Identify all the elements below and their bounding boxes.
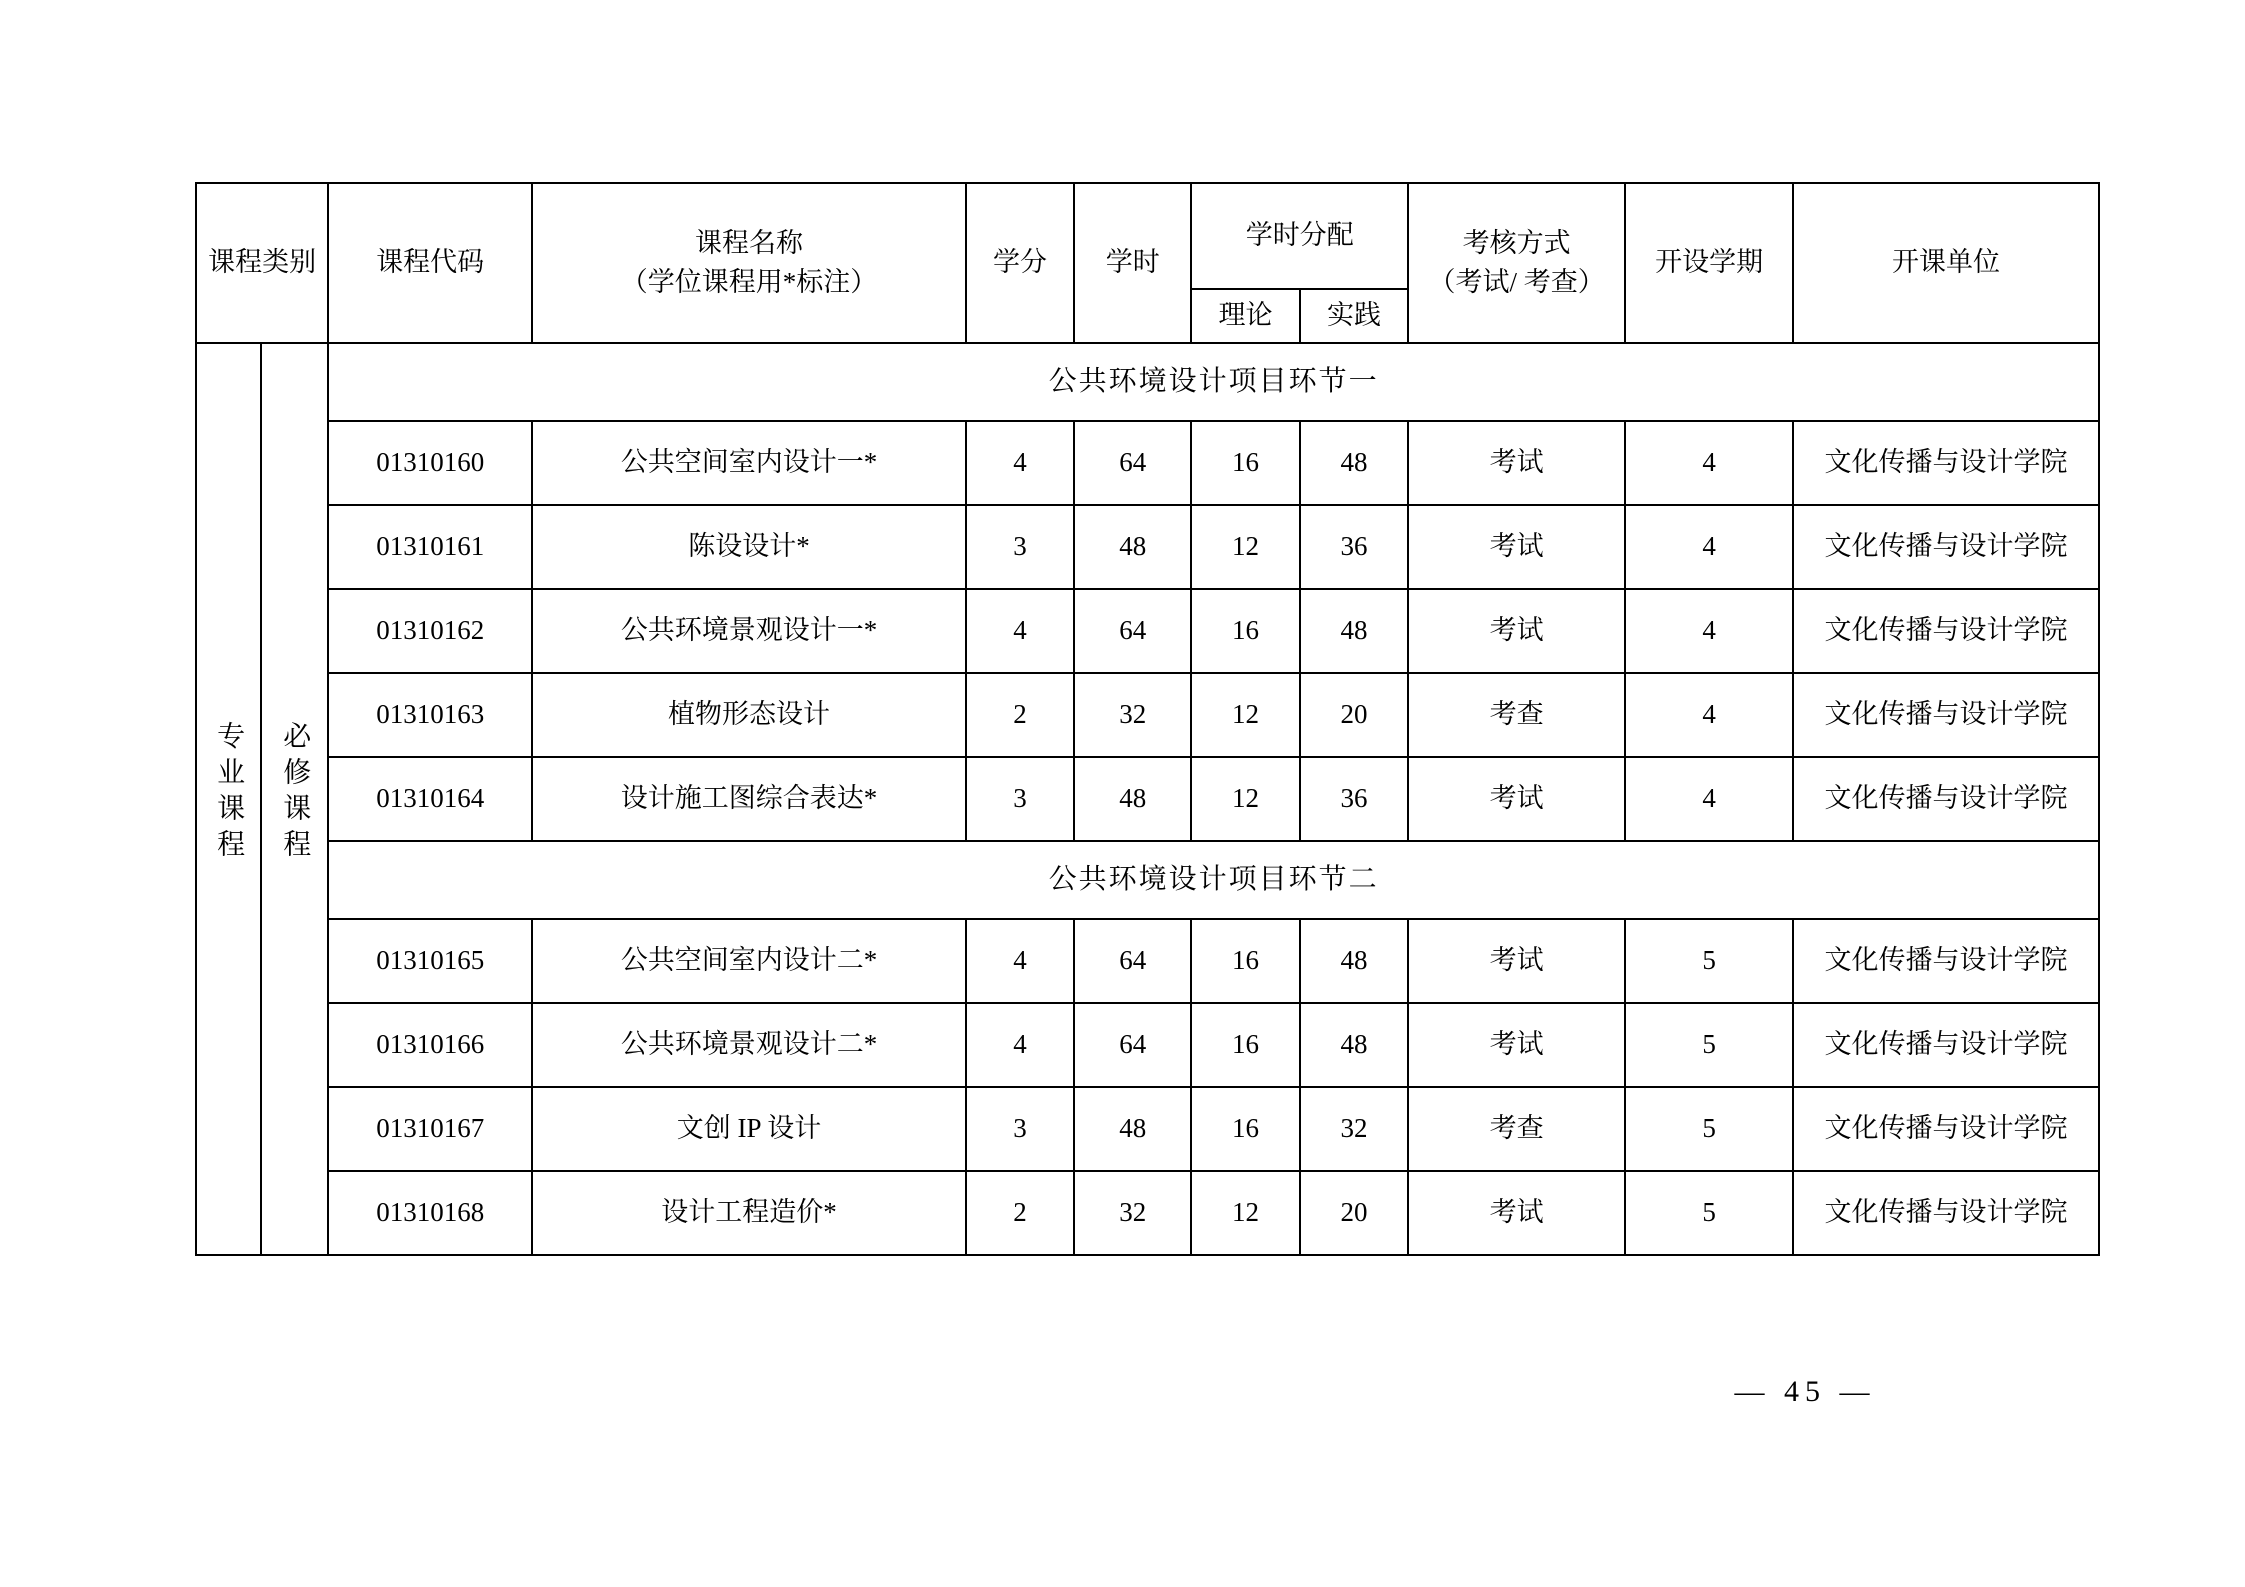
course-hours: 32 xyxy=(1074,673,1191,757)
table-row xyxy=(196,919,2099,1003)
category-required-label: 必修课程 xyxy=(279,720,311,865)
course-code: 01310168 xyxy=(328,1171,532,1255)
section-title-row xyxy=(196,343,2099,421)
header-theory: 理论 xyxy=(1191,289,1299,343)
course-practice-hours: 20 xyxy=(1300,673,1408,757)
course-exam-method: 考试 xyxy=(1408,505,1625,589)
curriculum-table xyxy=(195,182,2100,1256)
course-name: 陈设设计* xyxy=(532,505,966,589)
section-title-row xyxy=(196,841,2099,919)
course-department: 文化传播与设计学院 xyxy=(1793,757,2099,841)
header-course-name-line1: 课程名称 xyxy=(694,227,803,258)
course-hours: 32 xyxy=(1074,1171,1191,1255)
course-department: 文化传播与设计学院 xyxy=(1793,589,2099,673)
course-department: 文化传播与设计学院 xyxy=(1793,505,2099,589)
header-course-name-line2: （学位课程用*标注） xyxy=(620,267,878,297)
header-exam-method-line2: （考试/ 考查） xyxy=(1428,267,1605,297)
course-theory-hours: 12 xyxy=(1191,1171,1299,1255)
course-department: 文化传播与设计学院 xyxy=(1793,673,2099,757)
course-credit: 4 xyxy=(966,919,1074,1003)
course-theory-hours: 12 xyxy=(1191,757,1299,841)
course-exam-method: 考试 xyxy=(1408,919,1625,1003)
header-hours-split: 学时分配 xyxy=(1191,183,1408,289)
table-header-row xyxy=(196,183,2099,289)
header-department: 开课单位 xyxy=(1793,183,2099,343)
course-credit: 2 xyxy=(966,1171,1074,1255)
table-row xyxy=(196,757,2099,841)
course-name: 设计施工图综合表达* xyxy=(532,757,966,841)
table-row xyxy=(196,589,2099,673)
course-credit: 4 xyxy=(966,421,1074,505)
course-credit: 4 xyxy=(966,1003,1074,1087)
header-exam-method-line1: 考核方式 xyxy=(1462,227,1571,258)
course-name: 文创 IP 设计 xyxy=(532,1087,966,1171)
course-name: 设计工程造价* xyxy=(532,1171,966,1255)
course-practice-hours: 48 xyxy=(1300,589,1408,673)
course-name: 公共环境景观设计一* xyxy=(532,589,966,673)
header-exam-method xyxy=(1408,183,1625,343)
course-practice-hours: 48 xyxy=(1300,421,1408,505)
course-department: 文化传播与设计学院 xyxy=(1793,421,2099,505)
course-credit: 3 xyxy=(966,1087,1074,1171)
header-category: 课程类别 xyxy=(196,183,328,343)
course-theory-hours: 16 xyxy=(1191,919,1299,1003)
course-name: 公共空间室内设计二* xyxy=(532,919,966,1003)
course-exam-method: 考查 xyxy=(1408,1087,1625,1171)
course-term: 4 xyxy=(1625,673,1793,757)
course-term: 4 xyxy=(1625,505,1793,589)
course-name: 公共空间室内设计一* xyxy=(532,421,966,505)
course-practice-hours: 48 xyxy=(1300,919,1408,1003)
course-practice-hours: 36 xyxy=(1300,757,1408,841)
course-department: 文化传播与设计学院 xyxy=(1793,1087,2099,1171)
course-hours: 48 xyxy=(1074,1087,1191,1171)
course-credit: 4 xyxy=(966,589,1074,673)
table-row xyxy=(196,505,2099,589)
section-title-1: 公共环境设计项目环节一 xyxy=(328,343,2099,421)
course-credit: 3 xyxy=(966,757,1074,841)
course-term: 5 xyxy=(1625,1087,1793,1171)
course-practice-hours: 20 xyxy=(1300,1171,1408,1255)
course-theory-hours: 16 xyxy=(1191,421,1299,505)
table-row xyxy=(196,1087,2099,1171)
course-practice-hours: 48 xyxy=(1300,1003,1408,1087)
course-term: 4 xyxy=(1625,589,1793,673)
header-credit: 学分 xyxy=(966,183,1074,343)
course-hours: 48 xyxy=(1074,757,1191,841)
course-exam-method: 考试 xyxy=(1408,421,1625,505)
course-exam-method: 考试 xyxy=(1408,589,1625,673)
table-row xyxy=(196,673,2099,757)
course-theory-hours: 16 xyxy=(1191,589,1299,673)
course-hours: 64 xyxy=(1074,919,1191,1003)
table-row xyxy=(196,1171,2099,1255)
course-hours: 64 xyxy=(1074,1003,1191,1087)
course-credit: 2 xyxy=(966,673,1074,757)
course-code: 01310161 xyxy=(328,505,532,589)
table-row xyxy=(196,421,2099,505)
header-hours: 学时 xyxy=(1074,183,1191,343)
course-code: 01310164 xyxy=(328,757,532,841)
category-major-label: 专业课程 xyxy=(213,720,245,865)
header-course-name xyxy=(532,183,966,343)
course-exam-method: 考试 xyxy=(1408,1003,1625,1087)
course-code: 01310162 xyxy=(328,589,532,673)
course-theory-hours: 12 xyxy=(1191,505,1299,589)
header-code: 课程代码 xyxy=(328,183,532,343)
course-hours: 48 xyxy=(1074,505,1191,589)
course-term: 4 xyxy=(1625,757,1793,841)
course-practice-hours: 32 xyxy=(1300,1087,1408,1171)
section-title-2: 公共环境设计项目环节二 xyxy=(328,841,2099,919)
course-theory-hours: 16 xyxy=(1191,1003,1299,1087)
course-term: 5 xyxy=(1625,1003,1793,1087)
category-major-cell xyxy=(196,343,261,1255)
course-term: 5 xyxy=(1625,1171,1793,1255)
course-exam-method: 考试 xyxy=(1408,757,1625,841)
course-department: 文化传播与设计学院 xyxy=(1793,919,2099,1003)
page-number: — 45 — xyxy=(1734,1375,1876,1408)
course-term: 5 xyxy=(1625,919,1793,1003)
course-department: 文化传播与设计学院 xyxy=(1793,1003,2099,1087)
course-exam-method: 考查 xyxy=(1408,673,1625,757)
course-code: 01310163 xyxy=(328,673,532,757)
course-credit: 3 xyxy=(966,505,1074,589)
category-required-cell xyxy=(261,343,328,1255)
course-theory-hours: 12 xyxy=(1191,673,1299,757)
course-code: 01310165 xyxy=(328,919,532,1003)
course-exam-method: 考试 xyxy=(1408,1171,1625,1255)
course-code: 01310166 xyxy=(328,1003,532,1087)
course-hours: 64 xyxy=(1074,421,1191,505)
header-term: 开设学期 xyxy=(1625,183,1793,343)
course-code: 01310167 xyxy=(328,1087,532,1171)
course-code: 01310160 xyxy=(328,421,532,505)
curriculum-table-container xyxy=(195,182,2100,1256)
course-term: 4 xyxy=(1625,421,1793,505)
header-practice: 实践 xyxy=(1300,289,1408,343)
course-name: 公共环境景观设计二* xyxy=(532,1003,966,1087)
course-department: 文化传播与设计学院 xyxy=(1793,1171,2099,1255)
course-name: 植物形态设计 xyxy=(532,673,966,757)
course-hours: 64 xyxy=(1074,589,1191,673)
course-practice-hours: 36 xyxy=(1300,505,1408,589)
table-row xyxy=(196,1003,2099,1087)
course-theory-hours: 16 xyxy=(1191,1087,1299,1171)
